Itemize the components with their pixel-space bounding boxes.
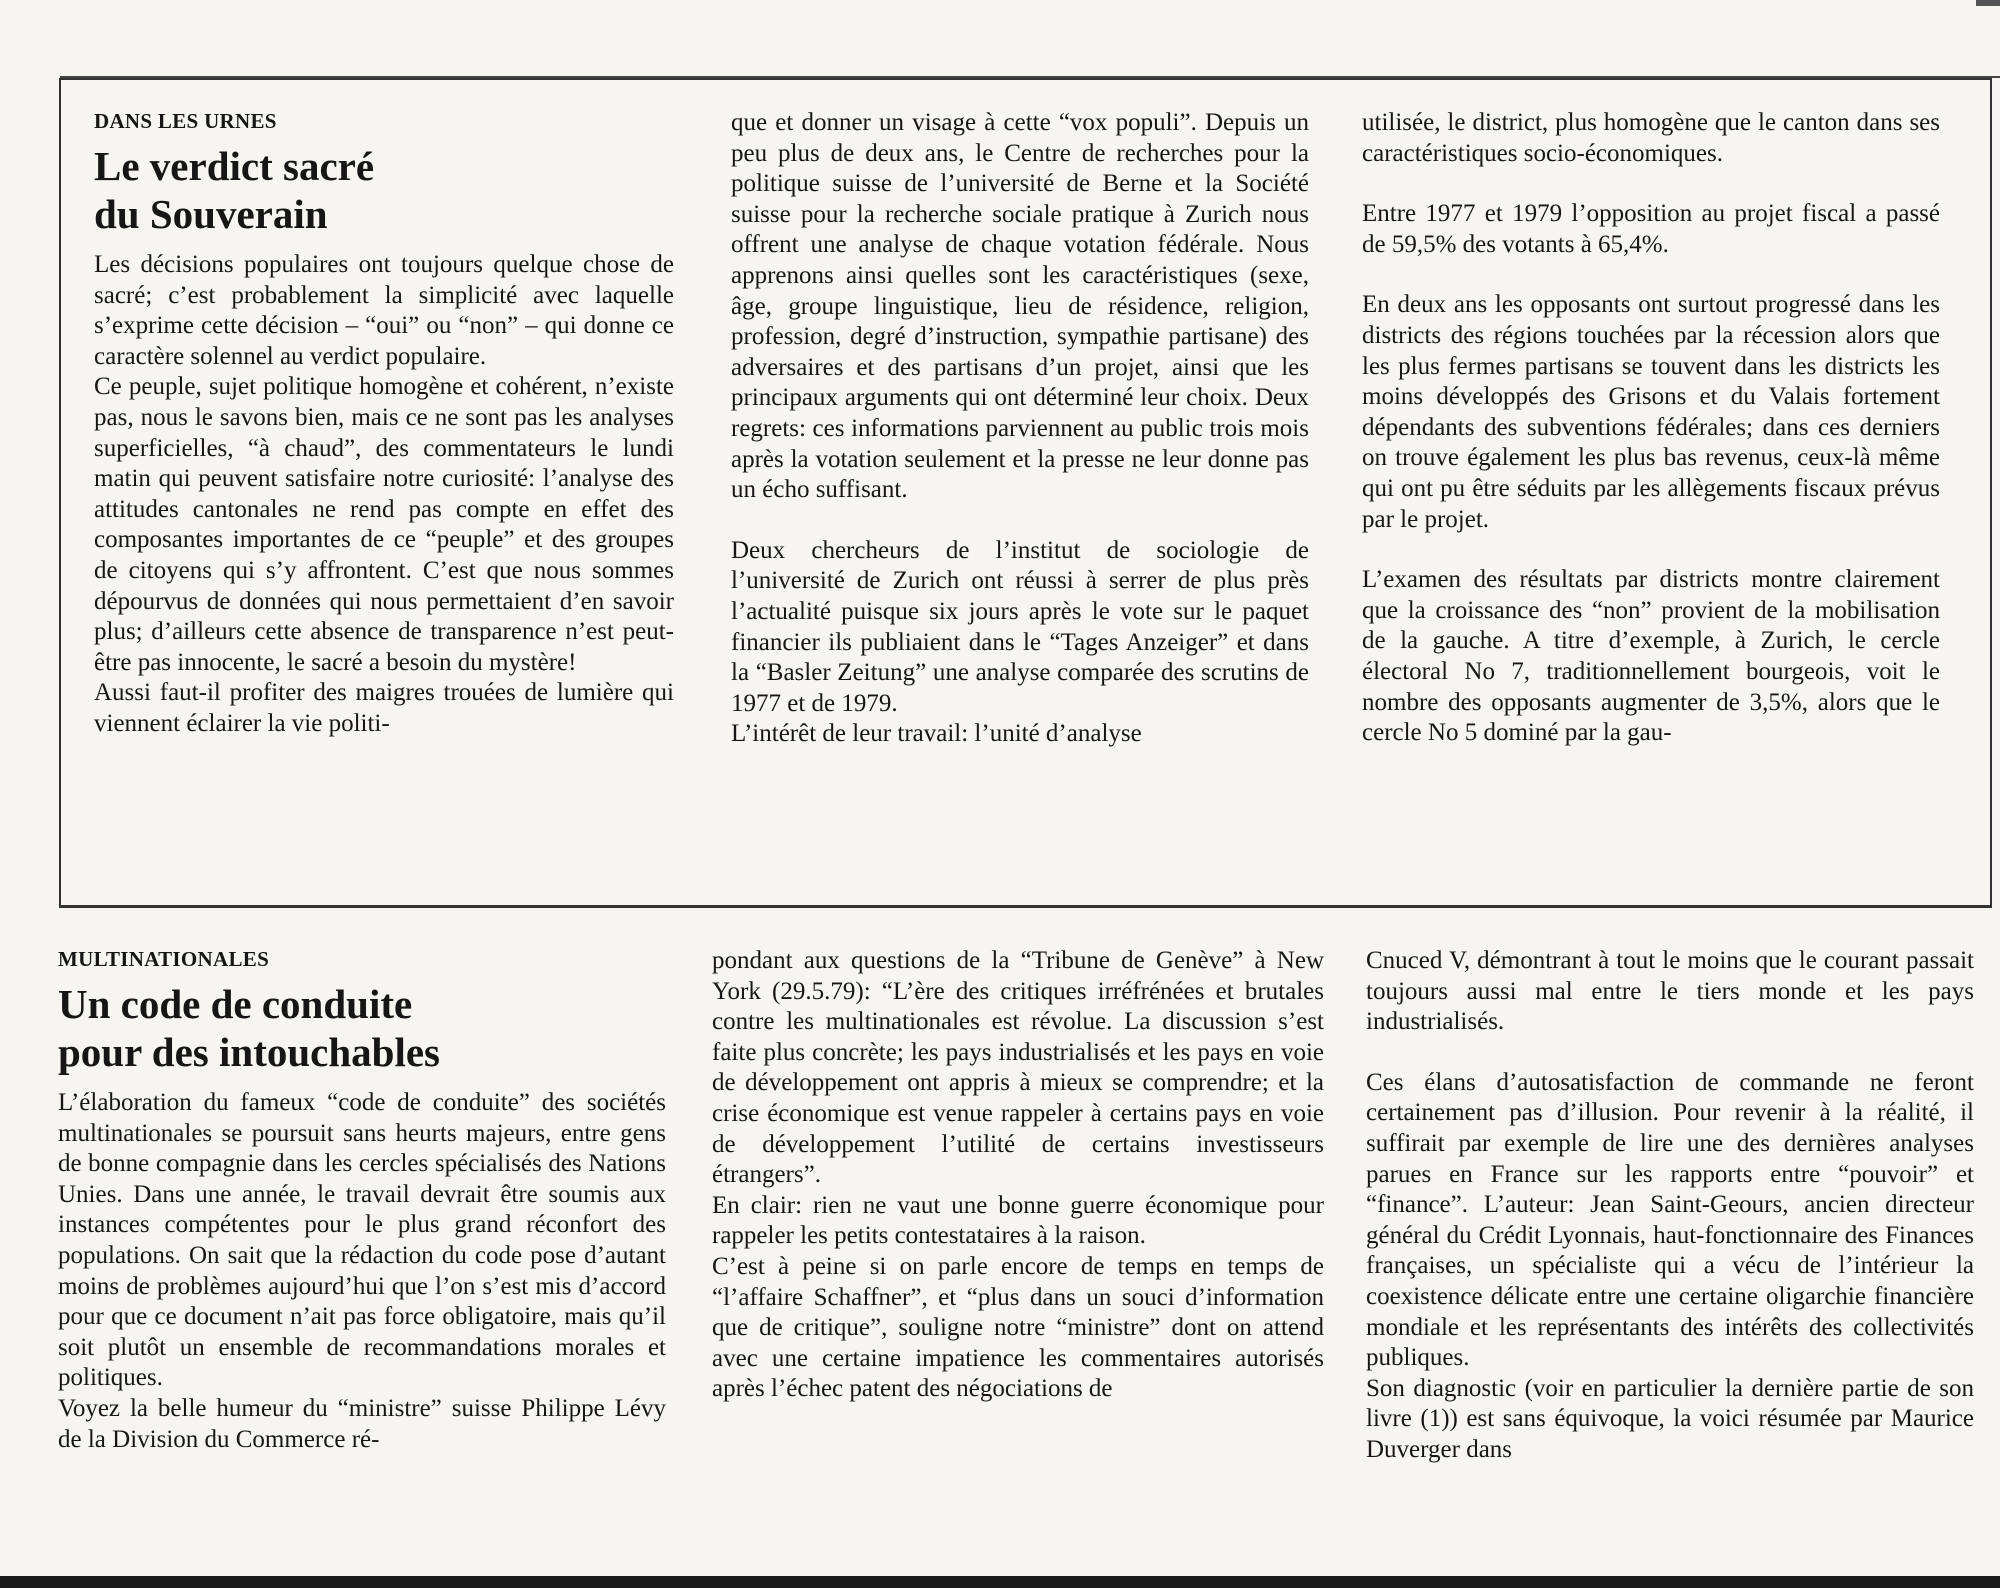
- paragraph: pondant aux questions de la “Tribune de Genève” à New York (29.5.79): “L’ère des critiques irréfrénées et brutales contre les multinationales est révolue. La discussion s’est faite plus concrète; les pays industrialisés et les pays en voie de développement ont appris à mieux se comprendre; et la crise économique est venue rappeler à certains pays en voie de développement l’utilité de certains investisseurs étrangers”.: [712, 947, 1324, 1189]
- article-urnes-column-3: [1362, 108, 1940, 888]
- scan-bottom-edge: [0, 1576, 2000, 1588]
- article-urnes-headline-line-1: Le verdict sacré: [94, 143, 375, 189]
- paragraph: Les décisions populaires ont toujours quelque chose de sacré; c’est probablement la simplicité avec laquelle s’exprime cette décision – “oui” ou “non” – qui donne ce caractère solennel au verdict populaire.: [94, 251, 674, 370]
- article-urnes-column-1: [94, 108, 674, 888]
- article-multinationales-headline: [58, 980, 666, 1076]
- paragraph: Ce peuple, sujet politique homogène et cohérent, n’existe pas, nous le savons bien, mais ce ne sont pas les analyses superficielles, “à chaud”, des commentateurs le lundi matin qui peuvent satisfaire notre curiosité: l’analyse des attitudes cantonales ne rend pas compte en effet des composantes importantes de ce “peuple” et des groupes de citoyens qui s’y affrontent. C’est que nous sommes dépourvus de données qui nous permettaient d’en savoir plus; d’ailleurs cette absence de transparence n’est peut-être pas innocente, le sacré a besoin du mystère!: [94, 373, 674, 676]
- article-urnes-headline-line-2: du Souverain: [94, 191, 328, 237]
- paragraph: Aussi faut-il profiter des maigres trouées de lumière qui viennent éclairer la vie politi-: [94, 679, 674, 737]
- paragraph: utilisée, le district, plus homogène que le canton dans ses caractéristiques socio-économiques.: [1362, 109, 1940, 167]
- article-urnes-column-2: [731, 108, 1309, 888]
- scan-corner-mark: [1976, 0, 2000, 6]
- paragraph: Voyez la belle humeur du “ministre” suisse Philippe Lévy de la Division du Commerce ré-: [58, 1394, 666, 1453]
- paragraph: En clair: rien ne vaut une bonne guerre économique pour rappeler les petits contestataires à la raison.: [712, 1191, 1324, 1250]
- paragraph: En deux ans les opposants ont surtout progressé dans les districts des régions touchées par la récession alors que les plus fermes partisans se touvent dans les districts les moins développés des Grisons et du Valais fortement dépendants des subventions fédérales; dans ces derniers on trouve également les plus bas revenus, ceux-là même qui ont pu être séduits par les allègements fiscaux prévus par le projet.: [1362, 291, 1940, 533]
- article-multinationales-headline-line-1: Un code de conduite: [58, 981, 413, 1027]
- paragraph: L’intérêt de leur travail: l’unité d’analyse: [731, 720, 1142, 748]
- paragraph: C’est à peine si on parle encore de temps en temps de “l’affaire Schaffner”, et “plus dans un souci d’information que de critique”, souligne notre “ministre” dont on attend avec une certaine impatience les commentaires autorisés après l’échec patent des négociations de: [712, 1252, 1324, 1403]
- article-multinationales-column-2: [712, 946, 1324, 1571]
- paragraph: Entre 1977 et 1979 l’opposition au projet fiscal a passé de 59,5% des votants à 65,4%.: [1362, 200, 1940, 258]
- article-multinationales-headline-line-2: pour des intouchables: [58, 1029, 441, 1075]
- paragraph: L’élaboration du fameux “code de conduite” des sociétés multinationales se poursuit sans heurts majeurs, entre gens de bonne compagnie dans les cercles spécialisés des Nations Unies. Dans une année, le travail devrait être soumis aux instances compétentes pour le plus grand réconfort des populations. On sait que la rédaction du code pose d’autant moins de problèmes aujourd’hui que l’on s’est mis d’accord pour que ce document n’ait pas force obligatoire, mais qu’il soit plutôt un ensemble de recommandations morales et politiques.: [58, 1089, 666, 1392]
- article-urnes-kicker: DANS LES URNES: [94, 109, 277, 133]
- article-multinationales-column-1: [58, 946, 666, 1571]
- article-urnes-headline: [94, 142, 674, 238]
- paragraph: Ces élans d’autosatisfaction de commande ne feront certainement pas d’illusion. Pour revenir à la réalité, il suffirait par exemple de lire une des dernières analyses parues en France sur les rapports entre “pouvoir” et “finance”. L’auteur: Jean Saint-Geours, ancien directeur général du Crédit Lyonnais, haut-fonctionnaire des Finances françaises, un spécialiste qui a vécu de l’intérieur la coexistence délicate entre une certaine oligarchie financière mondiale et les représentants des intérêts des collectivités publiques.: [1366, 1068, 1974, 1372]
- paragraph: L’examen des résultats par districts montre clairement que la croissance des “non” provient de la mobilisation de la gauche. A titre d’exemple, à Zurich, le cercle électoral No 7, traditionnellement bourgeois, voit le nombre des opposants augmenter de 3,5%, alors que le cercle No 5 dominé par la gau-: [1362, 566, 1940, 747]
- article-multinationales-kicker: MULTINATIONALES: [58, 947, 270, 971]
- paragraph: Deux chercheurs de l’institut de sociologie de l’université de Zurich ont réussi à serrer de plus près l’actualité puisque six jours après le vote sur le paquet financier ils publiaient dans le “Tages Anzeiger” et dans la “Basler Zeitung” une analyse comparée des scrutins de 1977 et de 1979.: [731, 536, 1309, 717]
- paragraph: Son diagnostic (voir en particulier la dernière partie de son livre (1)) est sans équivoque, la voici résumée par Maurice Duverger dans: [1366, 1374, 1974, 1463]
- article-multinationales-column-3: [1366, 946, 1974, 1571]
- paragraph: Cnuced V, démontrant à tout le moins que le courant passait toujours aussi mal entre le tiers monde et les pays industrialisés.: [1366, 947, 1974, 1036]
- paragraph: que et donner un visage à cette “vox populi”. Depuis un peu plus de deux ans, le Centre de recherches pour la politique suisse de l’université de Berne et la Société suisse pour la recherche sociale pratique à Zurich nous offrent une analyse de chaque votation fédérale. Nous apprenons ainsi quelles sont les caractéristiques (sexe, âge, groupe linguistique, lieu de résidence, religion, profession, degré d’instruction, sympathie partisane) des adversaires et des partisans d’un projet, ainsi que les principaux arguments qui ont déterminé leur choix. Deux regrets: ces informations parviennent au public trois mois après la votation seulement et la presse ne leur donne pas un écho suffisant.: [731, 109, 1309, 504]
